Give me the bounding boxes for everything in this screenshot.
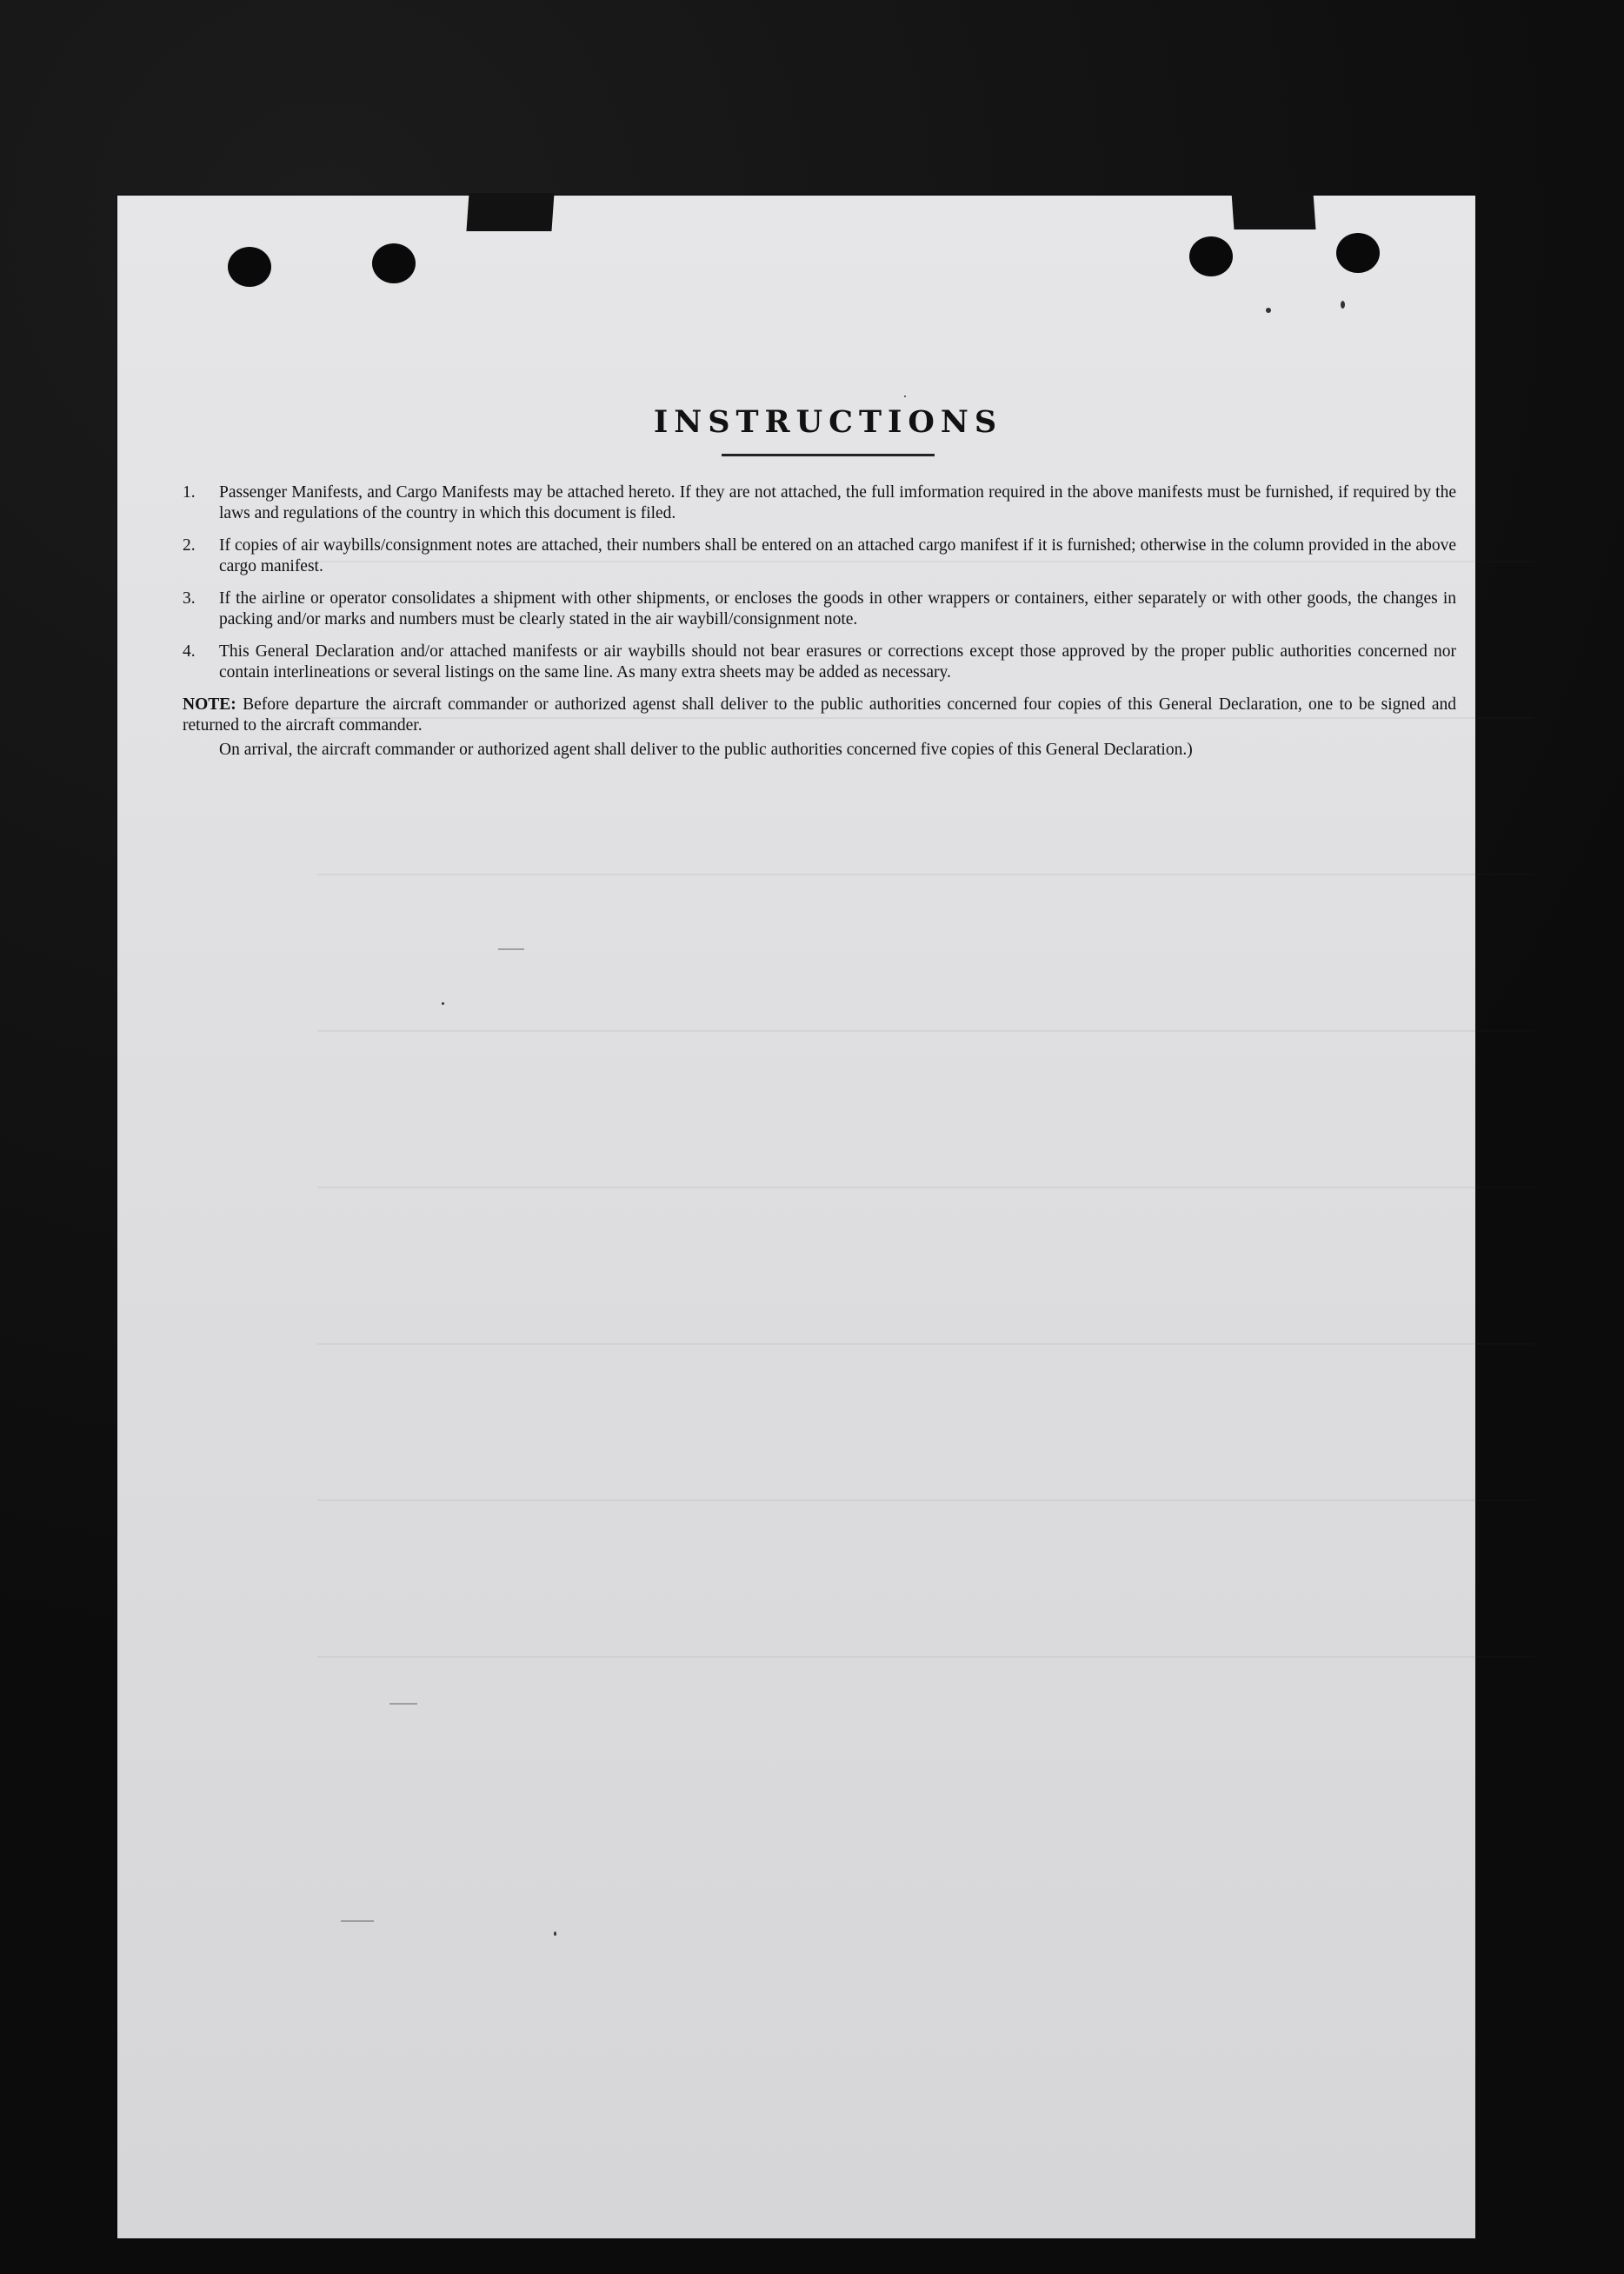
- instructions-section: [183, 404, 1456, 761]
- list-item: [183, 482, 1456, 524]
- punch-hole: [1336, 233, 1380, 273]
- note-label: NOTE:: [183, 695, 236, 714]
- item-text: Passenger Manifests, and Cargo Manifests may be attached hereto. If they are not attached, the full imformation required in the above manifests must be furnished, if required by the laws and regulations of the country in which this document is filed.: [219, 483, 1456, 522]
- binder-tab-right: [1232, 193, 1316, 229]
- item-number: 3.: [183, 589, 196, 608]
- item-number: 1.: [183, 483, 196, 502]
- punch-hole: [1189, 236, 1233, 276]
- list-item: [183, 535, 1456, 577]
- list-item: [183, 588, 1456, 630]
- instructions-list: [183, 482, 1456, 683]
- page-title: INSTRUCTIONS: [653, 404, 1003, 440]
- item-text: If copies of air waybills/consignment notes are attached, their numbers shall be entered on an attached cargo manifest if it is furnished; otherwise in the column provided in the above cargo manifest.: [219, 536, 1456, 575]
- punch-hole: [228, 247, 271, 287]
- item-text: This General Declaration and/or attached manifests or air waybills should not bear erasures or corrections except those approved by the proper public authorities concerned nor contain interlineations or several listings on the same line. As many extra sheets may be added as necessary.: [219, 642, 1456, 682]
- punch-hole: [372, 243, 416, 283]
- binder-tab-left: [466, 193, 554, 231]
- note-arrival-text: On arrival, the aircraft commander or authorized agent shall deliver to the public authorities concerned five copies of this General Declaration.): [219, 741, 1193, 759]
- scan-mark: [341, 1920, 374, 1922]
- title-underline: [722, 454, 935, 456]
- note-departure-text: Before departure the aircraft commander or authorized agenst shall deliver to the public authorities concerned four copies of this General Declaration, one to be signed and returned to the aircraft commander.: [183, 695, 1457, 735]
- item-number: 4.: [183, 642, 196, 661]
- item-number: 2.: [183, 536, 196, 555]
- note-block: [183, 695, 1456, 761]
- list-item: [183, 642, 1456, 683]
- item-text: If the airline or operator consolidates a shipment with other shipments, or encloses the goods in other wrappers or containers, either separately or with other goods, the changes in packing and/or marks and numbers must be clearly stated in the air waybill/consignment note.: [219, 589, 1456, 628]
- scan-mark: [498, 948, 524, 950]
- scan-mark: [389, 1703, 417, 1705]
